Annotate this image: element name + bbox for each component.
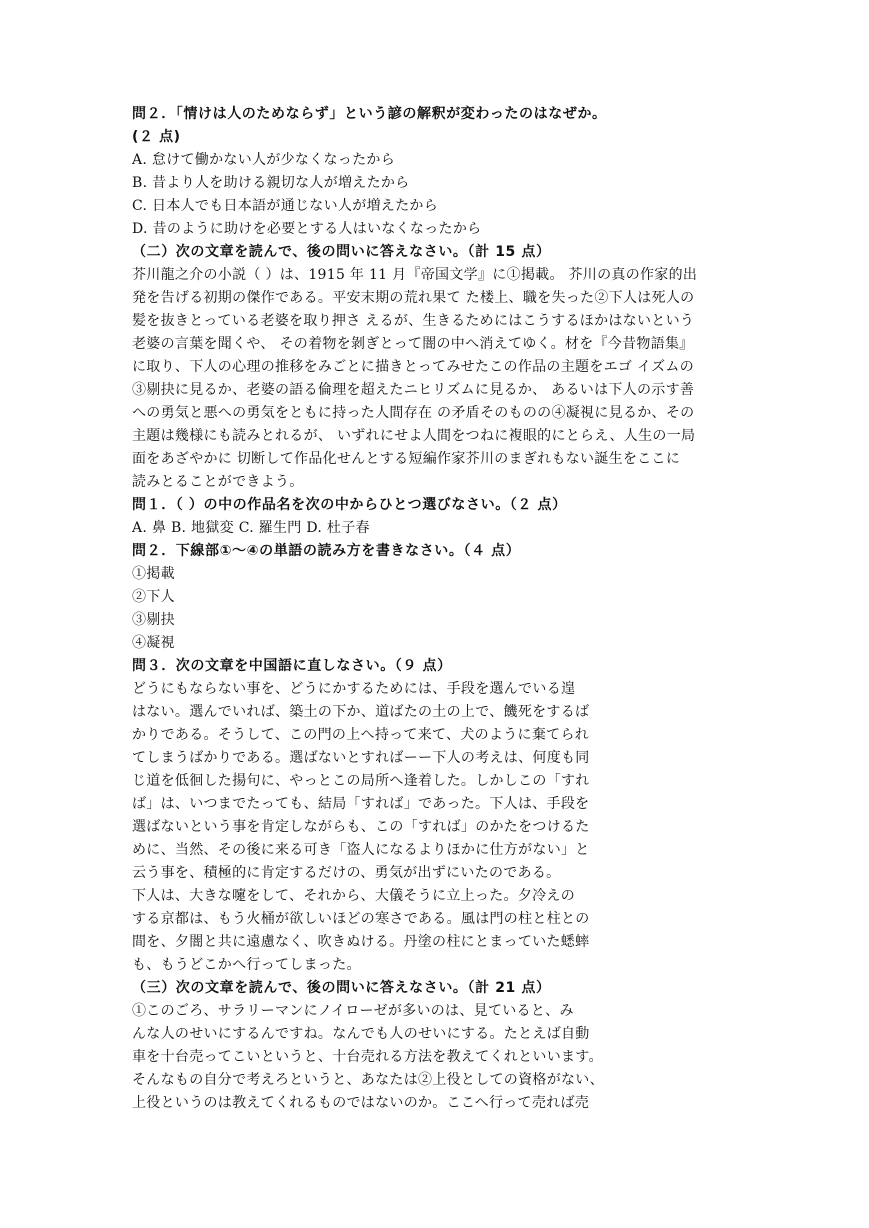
section-2-passage-line: 芥川龍之介の小説（ ）は、1915 年 11 月『帝国文学』に①掲載。 芥川の真の作家的出 (132, 267, 698, 283)
q2-option-d: D. 昔のように助けを必要とする人はいなくなったから (132, 221, 482, 237)
section-2-passage-line: に取り、下人の心理の推移をみごとに描きとってみせたこの作品の主題をエゴ イズムの (132, 359, 695, 375)
section-2-q3-passage-line: どうにもならない事を、どうにかするためには、手段を選んでいる遑 (132, 681, 576, 697)
q2-option-b: B. 昔より人を助ける親切な人が増えたから (132, 175, 410, 191)
section-3-heading: （三）次の文章を読んで、後の問いに答えなさい。（計 21 点） (132, 980, 551, 996)
section-2-q3-heading: 問３．次の文章を中国語に直しなさい。（９ 点） (132, 658, 452, 674)
section-3-passage-line: ①このごろ、サラリーマンにノイローゼが多いのは、見ていると、み (132, 1003, 574, 1019)
section-2-passage-line: ③剔抉に見るか、老婆の語る倫理を超えたニヒリズムに見るか、 あるいは下人の示す善 (132, 382, 695, 398)
section-2-q3-passage-line: 云う事を、積極的に肯定するだけの、勇気が出ずにいたのである。 (132, 865, 561, 881)
section-2-q3-passage-line: 選ばないという事を肯定しながらも、この「すれば」のかたをつけるた (132, 819, 590, 835)
section-2-q3-passage-line: めに、当然、その後に来る可き「盗人になるよりほかに仕方がない」と (132, 842, 590, 858)
section-3-passage-line: 上役というのは教えてくれるものではないのか。ここへ行って売れば売 (132, 1095, 590, 1111)
section-2-passage-line: 老婆の言葉を聞くや、 その着物を剝ぎとって闇の中へ消えてゆく。材を『今昔物語集』 (132, 336, 694, 352)
section-3-passage-line: 車を十台売ってこいというと、十台売れる方法を教えてくれといいます。 (132, 1049, 603, 1065)
section-2-passage-line: 発を告げる初期の傑作である。平安末期の荒れ果て た楼上、職を失った②下人は死人の (132, 290, 695, 306)
section-2-q1-options: A. 鼻 B. 地獄変 C. 羅生門 D. 杜子春 (132, 520, 370, 536)
section-2-q3-passage-line: かりである。そうして、この門の上へ持って来て、犬のように棄てられ (132, 727, 590, 743)
section-2-q3-passage-line: 下人は、大きな嚔をして、それから、大儀そうに立上った。夕冷えの (132, 888, 576, 904)
section-3-passage-line: そんなもの自分で考えろというと、あなたは②上役としての資格がない、 (132, 1072, 604, 1088)
section-3-passage-line: んな人のせいにするんですね。なんでも人のせいにする。たとえば自動 (132, 1026, 590, 1042)
section-2-q2-item: ③剔抉 (132, 612, 175, 628)
q2-option-c: C. 日本人でも日本語が通じない人が増えたから (132, 198, 439, 214)
section-2-q3-passage-line: も、もうどこかへ行ってしまった。 (132, 957, 361, 973)
q2-heading: 問２．「情けは人のためならず」という諺の解釈が変わったのはなぜか。 (132, 106, 607, 122)
section-2-passage-line: 主題は幾様にも読みとれるが、 いずれにせよ人間をつねに複眼的にとらえ、人生の一局 (132, 428, 696, 444)
section-2-heading: （二）次の文章を読んで、後の問いに答えなさい。（計 15 点） (132, 244, 551, 260)
section-2-q3-passage-line: じ道を低徊した揚句に、やっとこの局所へ逢着した。しかしこの「すれ (132, 773, 590, 789)
section-2-q2-heading: 問２．下線部①～④の単語の読み方を書きなさい。（４ 点） (132, 543, 521, 559)
section-2-passage-line: 面をあざやかに 切断して作品化せんとする短編作家芥川のまぎれもない誕生をここに (132, 451, 681, 467)
section-2-passage-line: への勇気と悪への勇気をともに持った人間存在 の矛盾そのものの④凝視に見るか、その (132, 405, 695, 421)
section-2-passage-line: 髪を抜きとっている老婆を取り押さ えるが、生きるためにはこうするほかはないという (132, 313, 695, 329)
section-2-q2-item: ②下人 (132, 589, 175, 605)
section-2-q3-passage-line: ば」は、いつまでたっても、結局「すれば」であった。下人は、手段を (132, 796, 590, 812)
section-2-q3-passage-line: 間を、夕闇と共に遠慮なく、吹きぬける。丹塗の柱にとまっていた蟋蟀 (132, 934, 590, 950)
section-2-q3-passage-line: はない。選んでいれば、築土の下か、道ばたの土の上で、饑死をするば (132, 704, 590, 720)
section-2-q3-passage-line: する京都は、もう火桶が欲しいほどの寒さである。風は門の柱と柱との (132, 911, 590, 927)
section-2-q3-passage-line: てしまうばかりである。選ばないとすればーー下人の考えは、何度も同 (132, 750, 590, 766)
section-2-passage-line: 読みとることができよう。 (132, 474, 304, 490)
section-2-q2-item: ④凝視 (132, 635, 175, 651)
q2-points: (２ 点) (132, 129, 181, 145)
section-2-q1-heading: 問１．（ ）の中の作品名を次の中からひとつ選びなさい。（２ 点） (132, 497, 567, 513)
q2-option-a: A. 怠けて働かない人が少なくなったから (132, 152, 396, 168)
section-2-q2-item: ①掲載 (132, 566, 175, 582)
